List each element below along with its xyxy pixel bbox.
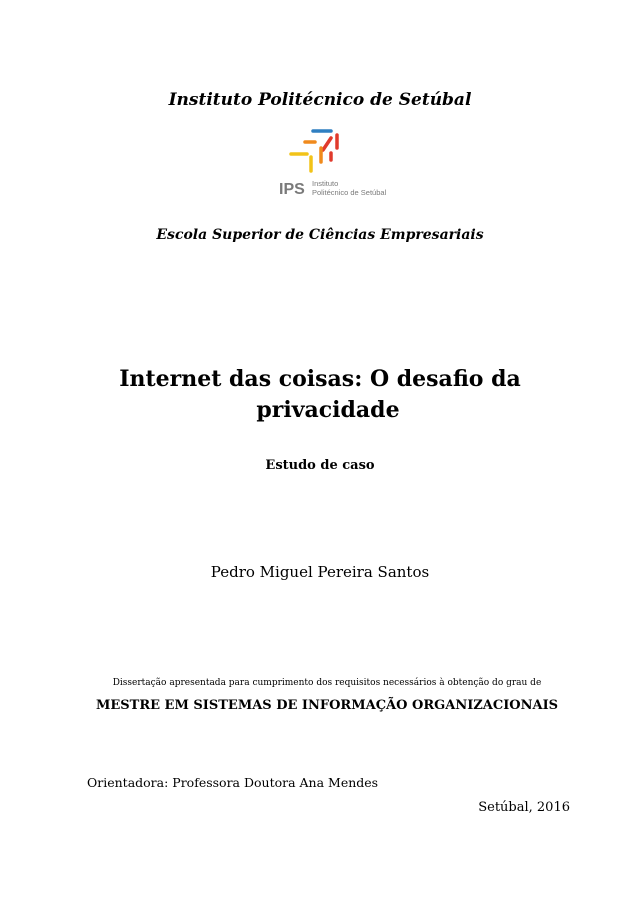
logo-name-line1: Instituto bbox=[312, 179, 339, 188]
advisor-line: Orientadora: Professora Doutora Ana Mendes bbox=[87, 775, 379, 790]
degree-name: MESTRE EM SISTEMAS DE INFORMAÇÃO ORGANIZACIONAIS bbox=[95, 698, 559, 713]
place-date: Setúbal, 2016 bbox=[478, 800, 570, 815]
thesis-subtitle: Estudo de caso bbox=[265, 458, 375, 473]
thesis-title-line2: privacidade bbox=[256, 397, 400, 423]
institute-name: Instituto Politécnico de Setúbal bbox=[168, 90, 472, 110]
logo-name-line2: Politécnico de Setúbal bbox=[312, 188, 387, 197]
degree-statement: Dissertação apresentada para cumprimento dos requisitos necessários à obtenção do grau de bbox=[112, 678, 542, 688]
school-name: Escola Superior de Ciências Empresariais bbox=[156, 227, 484, 243]
author-name: Pedro Miguel Pereira Santos bbox=[210, 563, 430, 581]
logo-acronym: IPS bbox=[279, 181, 305, 198]
ips-logo bbox=[275, 126, 405, 200]
thesis-title-line1: Internet das coisas: O desafio da bbox=[119, 366, 521, 392]
ips-logo-mark bbox=[275, 126, 405, 200]
